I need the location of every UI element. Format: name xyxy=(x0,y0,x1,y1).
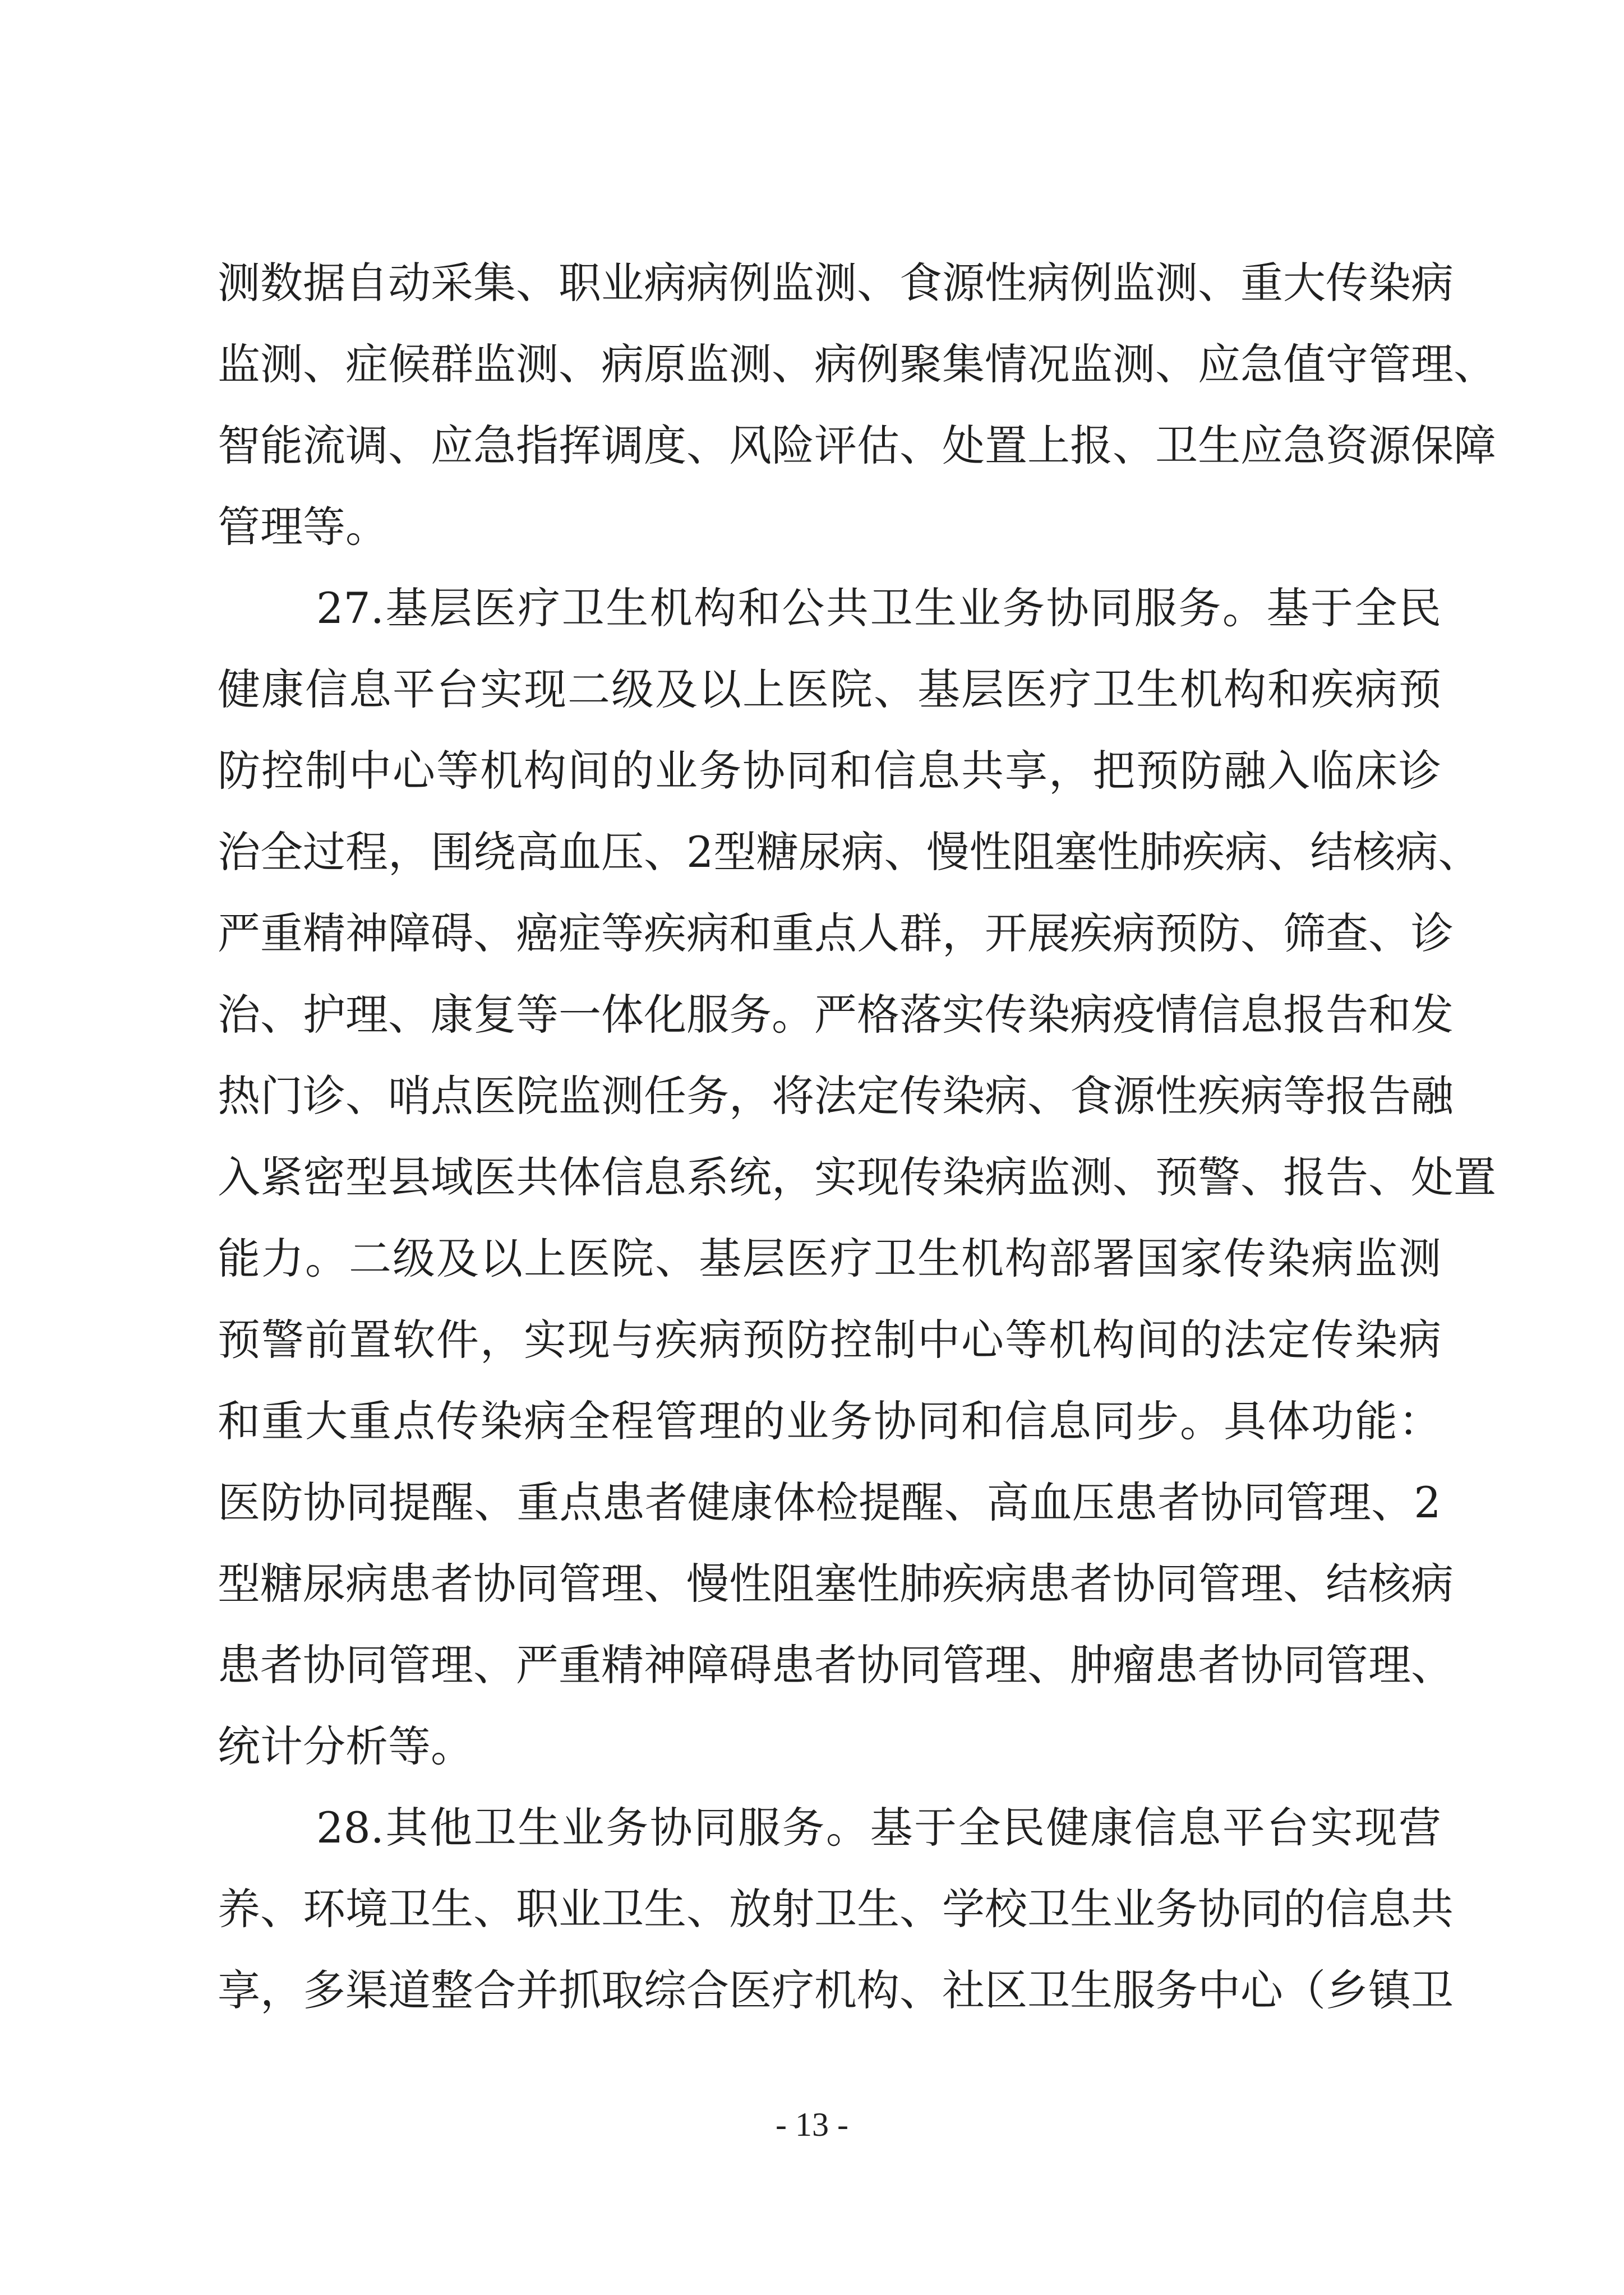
text-line-7: 防 控 制 中 心 等 机 构 间 的 业 务 协 同 和 信 息 共 享 ， 把 预 防 融 入 临 床 诊 xyxy=(218,746,1441,796)
text-line-3: 智 能 流 调 、 应 急 指 挥 调 度 、 风 险 评 估 、 处 置 上 报 、 卫 生 应 急 资 源 保 障 xyxy=(218,421,1496,470)
text-line-14: 预 警 前 置 软 件 ， 实 现 与 疾 病 预 防 控 制 中 心 等 机 构 间 的 法 定 传 染 病 xyxy=(218,1315,1441,1365)
page-number: - 13 - xyxy=(776,2106,848,2143)
text-line-21: 养 、 环 境 卫 生 、 职 业 卫 生 、 放 射 卫 生 、 学 校 卫 生 业 务 协 同 的 信 息 共 xyxy=(218,1884,1454,1934)
text-line-9: 严 重 精 神 障 碍 、 癌 症 等 疾 病 和 重 点 人 群 ， 开 展 疾 病 预 防 、 筛 查 、 诊 xyxy=(218,908,1454,958)
text-line-22: 享 ， 多 渠 道 整 合 并 抓 取 综 合 医 疗 机 构 、 社 区 卫 生 服 务 中 心 （ 乡 镇 卫 xyxy=(218,1965,1454,2015)
text-line-10: 治 、 护 理 、 康 复 等 一 体 化 服 务 。 严 格 落 实 传 染 病 疫 情 信 息 报 告 和 发 xyxy=(218,990,1454,1040)
body-text xyxy=(218,242,1496,2031)
text-line-12: 入 紧 密 型 县 域 医 共 体 信 息 系 统 ， 实 现 传 染 病 监 测 、 预 警 、 报 告 、 处 置 xyxy=(218,1152,1496,1202)
text-line-11: 热 门 诊 、 哨 点 医 院 监 测 任 务 ， 将 法 定 传 染 病 、 食 源 性 疾 病 等 报 告 融 xyxy=(218,1071,1454,1121)
text-line-18: 患 者 协 同 管 理 、 严 重 精 神 障 碍 患 者 协 同 管 理 、 肿 瘤 患 者 协 同 管 理 、 xyxy=(218,1640,1454,1690)
text-line-1: 测 数 据 自 动 采 集 、 职 业 病 病 例 监 测 、 食 源 性 病 例 监 测 、 重 大 传 染 病 xyxy=(218,258,1454,308)
text-line-2: 监 测 、 症 候 群 监 测 、 病 原 监 测 、 病 例 聚 集 情 况 监 测 、 应 急 值 守 管 理 、 xyxy=(218,339,1496,389)
text-line-16: 医 防 协 同 提 醒 、 重 点 患 者 健 康 体 检 提 醒 、 高 血 压 患 者 协 同 管 理 、 2 xyxy=(218,1477,1441,1527)
section-28-heading-line: 28. 其 他 卫 生 业 务 协 同 服 务 。 基 于 全 民 健 康 信 息 平 台 实 现 营 xyxy=(316,1803,1441,1853)
text-line-17: 型 糖 尿 病 患 者 协 同 管 理 、 慢 性 阻 塞 性 肺 疾 病 患 者 协 同 管 理 、 结 核 病 xyxy=(218,1559,1454,1609)
text-line-13: 能 力 。 二 级 及 以 上 医 院 、 基 层 医 疗 卫 生 机 构 部 署 国 家 传 染 病 监 测 xyxy=(218,1234,1441,1283)
text-line-8: 治 全 过 程 ， 围 绕 高 血 压 、 2 型 糖 尿 病 、 慢 性 阻 塞 性 肺 疾 病 、 结 核 病 、 xyxy=(218,827,1481,877)
text-line-4: 管理等。 xyxy=(218,502,388,552)
text-line-15: 和 重 大 重 点 传 染 病 全 程 管 理 的 业 务 协 同 和 信 息 同 步 。 具 体 功 能 ： xyxy=(218,1396,1441,1446)
text-line-6: 健 康 信 息 平 台 实 现 二 级 及 以 上 医 院 、 基 层 医 疗 卫 生 机 构 和 疾 病 预 xyxy=(218,664,1441,714)
text-line-19: 统计分析等。 xyxy=(218,1721,473,1771)
section-27-heading-line: 27. 基 层 医 疗 卫 生 机 构 和 公 共 卫 生 业 务 协 同 服 务 。 基 于 全 民 xyxy=(316,583,1441,633)
